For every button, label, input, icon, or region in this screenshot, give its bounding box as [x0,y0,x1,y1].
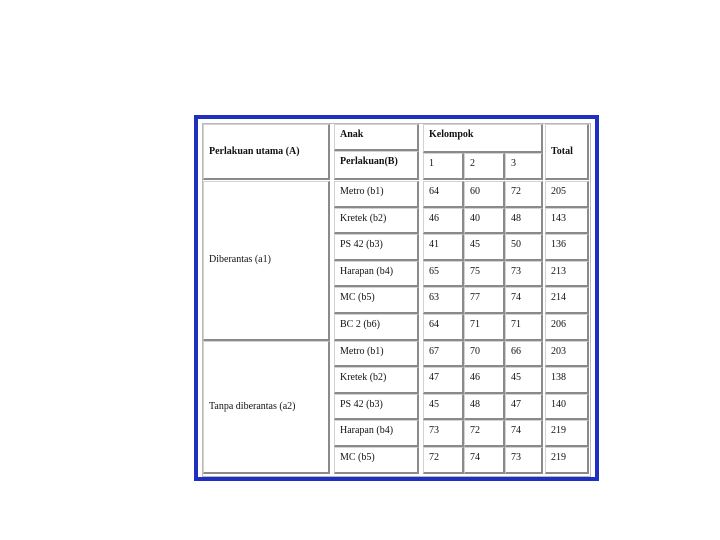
row-value-3: 47 [505,394,543,421]
row-total: 140 [545,394,589,421]
row-value-3: 50 [505,234,543,261]
row-value-3: 74 [505,287,543,314]
row-perlakuan: Metro (b1) [334,181,419,208]
row-perlakuan: MC (b5) [334,447,419,474]
header-anak: Anak [334,124,419,151]
row-value-2: 71 [464,314,505,341]
row-total: 219 [545,420,589,447]
row-perlakuan: Harapan (b4) [334,420,419,447]
group-label: Diberantas (a1) [203,181,330,341]
row-value-1: 72 [423,447,464,474]
group-label: Tanpa diberantas (a2) [203,341,330,474]
row-total: 203 [545,341,589,368]
row-value-2: 74 [464,447,505,474]
table-frame [194,115,599,481]
row-value-2: 60 [464,181,505,208]
header-kelompok-2: 2 [464,153,505,180]
row-value-2: 70 [464,341,505,368]
header-kelompok-1: 1 [423,153,464,180]
row-total: 205 [545,181,589,208]
row-total: 214 [545,287,589,314]
row-value-2: 48 [464,394,505,421]
row-total: 206 [545,314,589,341]
row-value-3: 66 [505,341,543,368]
row-value-2: 40 [464,208,505,235]
row-value-3: 73 [505,261,543,288]
row-value-3: 72 [505,181,543,208]
row-perlakuan: MC (b5) [334,287,419,314]
row-value-1: 46 [423,208,464,235]
row-value-1: 73 [423,420,464,447]
header-perlakuan-utama: Perlakuan utama (A) [203,124,330,180]
row-perlakuan: Harapan (b4) [334,261,419,288]
row-value-3: 45 [505,367,543,394]
row-value-1: 67 [423,341,464,368]
row-value-1: 45 [423,394,464,421]
row-value-3: 74 [505,420,543,447]
row-value-2: 72 [464,420,505,447]
row-total: 213 [545,261,589,288]
header-total: Total [545,124,589,180]
row-perlakuan: PS 42 (b3) [334,394,419,421]
data-table [202,123,591,477]
row-perlakuan: Metro (b1) [334,341,419,368]
header-perlakuan-b: Perlakuan(B) [334,151,419,180]
row-value-1: 41 [423,234,464,261]
row-value-1: 63 [423,287,464,314]
row-value-1: 65 [423,261,464,288]
row-total: 219 [545,447,589,474]
header-kelompok: Kelompok [423,124,543,153]
row-value-3: 48 [505,208,543,235]
header-kelompok-3: 3 [505,153,543,180]
row-total: 143 [545,208,589,235]
row-value-2: 77 [464,287,505,314]
row-value-1: 64 [423,314,464,341]
row-value-2: 75 [464,261,505,288]
row-total: 136 [545,234,589,261]
row-value-1: 64 [423,181,464,208]
row-perlakuan: PS 42 (b3) [334,234,419,261]
row-value-3: 73 [505,447,543,474]
row-value-2: 46 [464,367,505,394]
row-perlakuan: Kretek (b2) [334,208,419,235]
row-value-1: 47 [423,367,464,394]
row-value-3: 71 [505,314,543,341]
row-total: 138 [545,367,589,394]
row-perlakuan: Kretek (b2) [334,367,419,394]
row-value-2: 45 [464,234,505,261]
row-perlakuan: BC 2 (b6) [334,314,419,341]
